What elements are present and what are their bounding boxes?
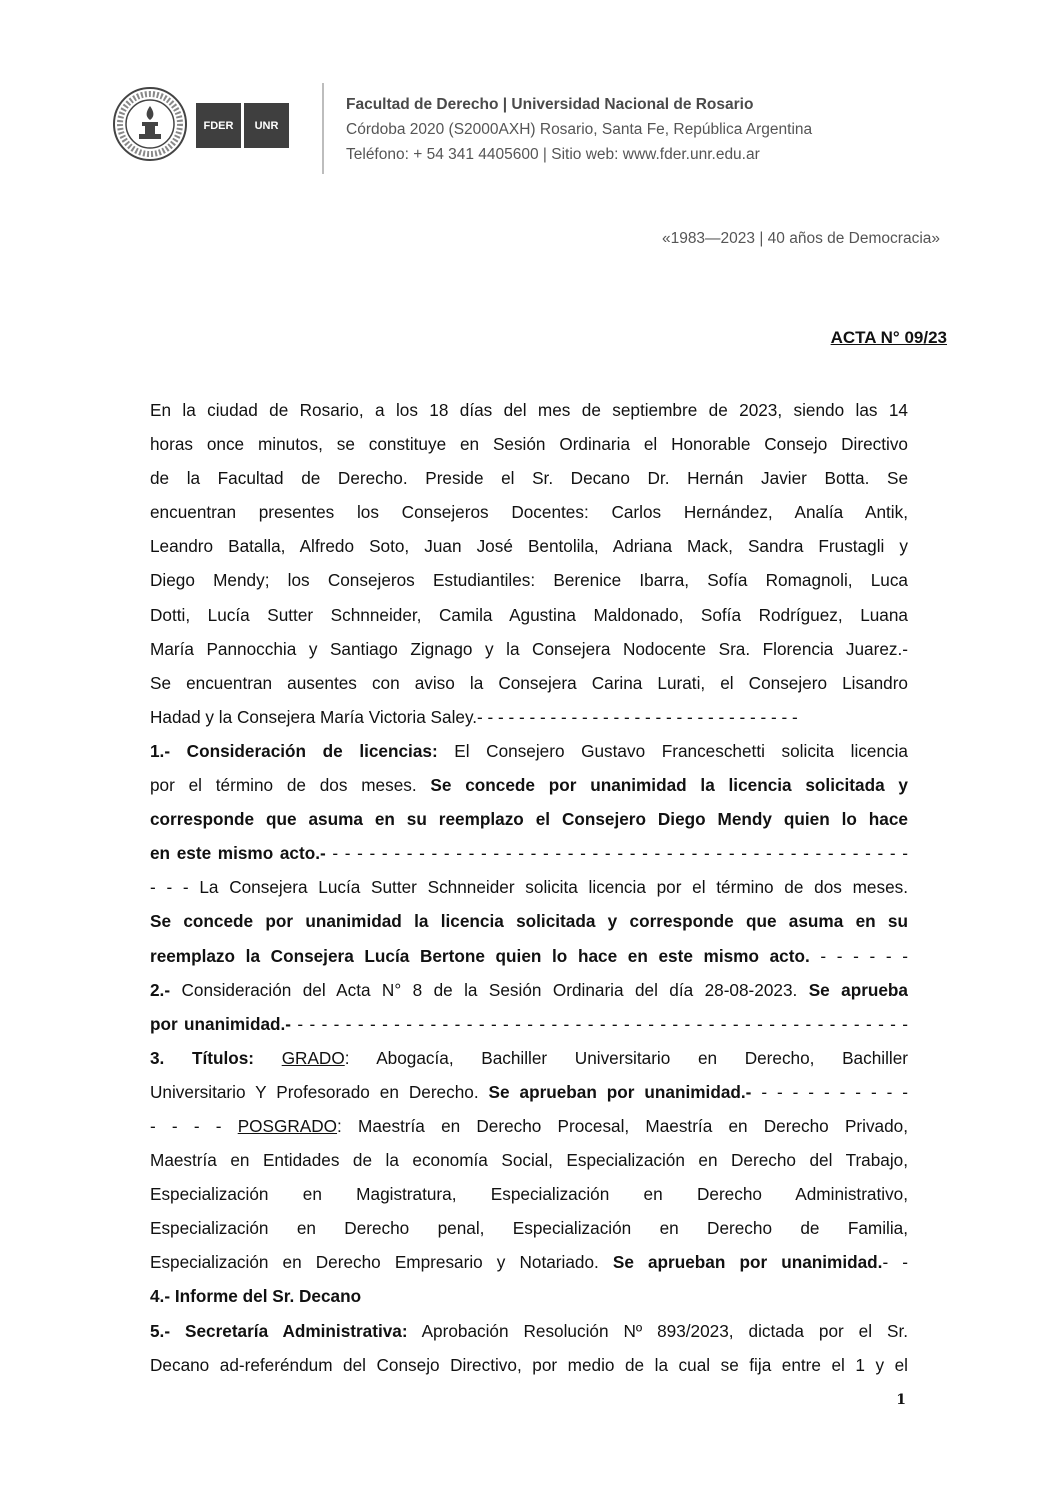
text-line xyxy=(150,461,908,495)
text-line xyxy=(150,1041,908,1075)
page-number: 1 xyxy=(896,1392,906,1408)
underlined-text: POSGRADO xyxy=(237,1115,338,1136)
text-line xyxy=(150,529,908,563)
text-run: En la ciudad de Rosario, a los 18 días del mes de septiembre de 2023, siendo las 14 xyxy=(150,400,908,420)
text-line xyxy=(150,1211,908,1245)
text-run: : Maestría en Derecho Procesal, Maestría en Derecho Privado, xyxy=(337,1115,908,1136)
text-run: de la Facultad de Derecho. Preside el Sr. Decano Dr. Hernán Javier Botta. Se xyxy=(150,468,908,489)
bold-text: Se aprueba xyxy=(808,979,908,1000)
text-run: Especialización en Derecho Empresario y Notariado. xyxy=(150,1252,613,1273)
text-line xyxy=(150,1279,908,1313)
text-line xyxy=(150,1245,908,1279)
text-run: : Abogacía, Bachiller Universitario en Derecho, Bachiller xyxy=(344,1047,908,1068)
text-run: - - - - - - - - - - xyxy=(751,1081,908,1102)
bold-text: Se concede por unanimidad la licencia solicitada y xyxy=(430,775,908,796)
bold-text: Se aprueban por unanimidad.- xyxy=(488,1081,752,1102)
text-run: - - - - - - xyxy=(809,945,908,966)
minutes-body xyxy=(150,393,908,1382)
text-line xyxy=(150,598,908,632)
institution-address: Córdoba 2020 (S2000AXH) Rosario, Santa Fe, República Argentina xyxy=(346,121,813,138)
fder-logo: FDER xyxy=(196,103,241,148)
document-title: ACTA N° 09/23 xyxy=(830,328,947,347)
text-line xyxy=(150,1348,908,1382)
underlined-text: GRADO xyxy=(281,1047,345,1068)
bold-text: 2.- xyxy=(150,979,171,1000)
text-run: Consideración del Acta N° 8 de la Sesión Ordinaria del día 28-08-2023. xyxy=(170,979,809,1000)
democracy-motto: «1983—2023 | 40 años de Democracia» xyxy=(661,230,940,247)
text-run: encuentran presentes los Consejeros Docentes: Carlos Hernández, Analía Antik, xyxy=(150,502,908,523)
text-run: horas once minutos, se constituye en Sesión Ordinaria el Honorable Consejo Directivo xyxy=(150,434,908,455)
text-run: - - - La Consejera Lucía Sutter Schnneider solicita licencia por el término de dos meses. xyxy=(150,877,908,898)
text-run: - - - - - - - - - - - - - - - - - - - - - - - - - - - - - - - - - - - - - - - - - - - - - - - - - - - xyxy=(291,1013,908,1034)
text-line xyxy=(150,666,908,700)
text-line xyxy=(150,1007,908,1041)
text-line xyxy=(150,836,908,870)
university-seal-icon xyxy=(112,86,188,162)
text-run: Hadad y la Consejera María Victoria Saley.- - - - - - - - - - - - - - - - - - - - - - - - - - - - - - - xyxy=(150,706,798,727)
text-run: María Pannocchia y Santiago Zignago y la Consejera Nodocente Sra. Florencia Juarez.- xyxy=(150,638,908,659)
text-line xyxy=(150,768,908,802)
text-line xyxy=(150,870,908,904)
unr-logo: UNR xyxy=(244,103,289,148)
institution-info xyxy=(346,92,812,167)
bold-text: 5.- Secretaría Administrativa: xyxy=(150,1320,408,1341)
text-run: Universitario Y Profesorado en Derecho. xyxy=(150,1081,489,1102)
header-divider xyxy=(322,83,324,174)
text-run: por el término de dos meses. xyxy=(150,775,431,796)
text-run: Dotti, Lucía Sutter Schnneider, Camila Agustina Maldonado, Sofía Rodríguez, Luana xyxy=(150,604,908,625)
text-line xyxy=(150,1109,908,1143)
text-run: Diego Mendy; los Consejeros Estudiantiles: Berenice Ibarra, Sofía Romagnoli, Luca xyxy=(150,570,908,591)
text-run: Se encuentran ausentes con aviso la Consejera Carina Lurati, el Consejero Lisandro xyxy=(150,672,908,693)
text-run: Aprobación Resolución Nº 893/2023, dictada por el Sr. xyxy=(407,1320,908,1341)
bold-text: 1.- Consideración de licencias: xyxy=(150,740,438,761)
bold-text: Se aprueban por unanimidad. xyxy=(612,1252,883,1273)
text-line xyxy=(150,1314,908,1348)
text-line xyxy=(150,973,908,1007)
text-run: - - - - xyxy=(150,1115,238,1136)
text-line xyxy=(150,802,908,836)
text-line xyxy=(150,427,908,461)
institution-name: Facultad de Derecho | Universidad Nacional de Rosario xyxy=(346,96,754,113)
text-run: Decano ad-referéndum del Consejo Directivo, por medio de la cual se fija entre el 1 y el xyxy=(150,1354,908,1375)
bold-text: reemplazo la Consejera Lucía Bertone quien lo hace en este mismo acto. xyxy=(150,945,810,966)
text-line xyxy=(150,1143,908,1177)
text-line xyxy=(150,1177,908,1211)
text-line xyxy=(150,495,908,529)
bold-text: corresponde que asuma en su reemplazo el Consejero Diego Mendy quien lo hace xyxy=(150,809,908,830)
text-run: Maestría en Entidades de la economía Social, Especialización en Derecho del Trabajo, xyxy=(150,1150,908,1171)
text-line xyxy=(150,632,908,666)
institution-contact: Teléfono: + 54 341 4405600 | Sitio web: www.fder.unr.edu.ar xyxy=(346,146,760,163)
text-line xyxy=(150,563,908,597)
bold-text: 3. Títulos: xyxy=(150,1047,282,1068)
text-run: El Consejero Gustavo Franceschetti solicita licencia xyxy=(437,740,908,761)
text-run: - - - - - - - - - - - - - - - - - - - - - - - - - - - - - - - - - - - - - - - - - - - - - - - xyxy=(325,843,908,864)
text-line xyxy=(150,1075,908,1109)
bold-text: en este mismo acto.- xyxy=(150,843,326,864)
text-line xyxy=(150,734,908,768)
text-line xyxy=(150,393,908,427)
bold-text: por unanimidad.- xyxy=(150,1013,292,1034)
text-line xyxy=(150,700,908,734)
bold-text: Se concede por unanimidad la licencia solicitada y corresponde que asuma en su xyxy=(150,911,908,932)
text-run: - - xyxy=(882,1252,908,1273)
text-line xyxy=(150,904,908,938)
text-run: Especialización en Derecho penal, Especialización en Derecho de Familia, xyxy=(150,1218,908,1239)
bold-text: 4.- Informe del Sr. Decano xyxy=(150,1286,362,1307)
text-run: Especialización en Magistratura, Especialización en Derecho Administrativo, xyxy=(150,1184,908,1205)
text-run: Leandro Batalla, Alfredo Soto, Juan José Bentolila, Adriana Mack, Sandra Frustagli y xyxy=(150,536,908,557)
text-line xyxy=(150,939,908,973)
